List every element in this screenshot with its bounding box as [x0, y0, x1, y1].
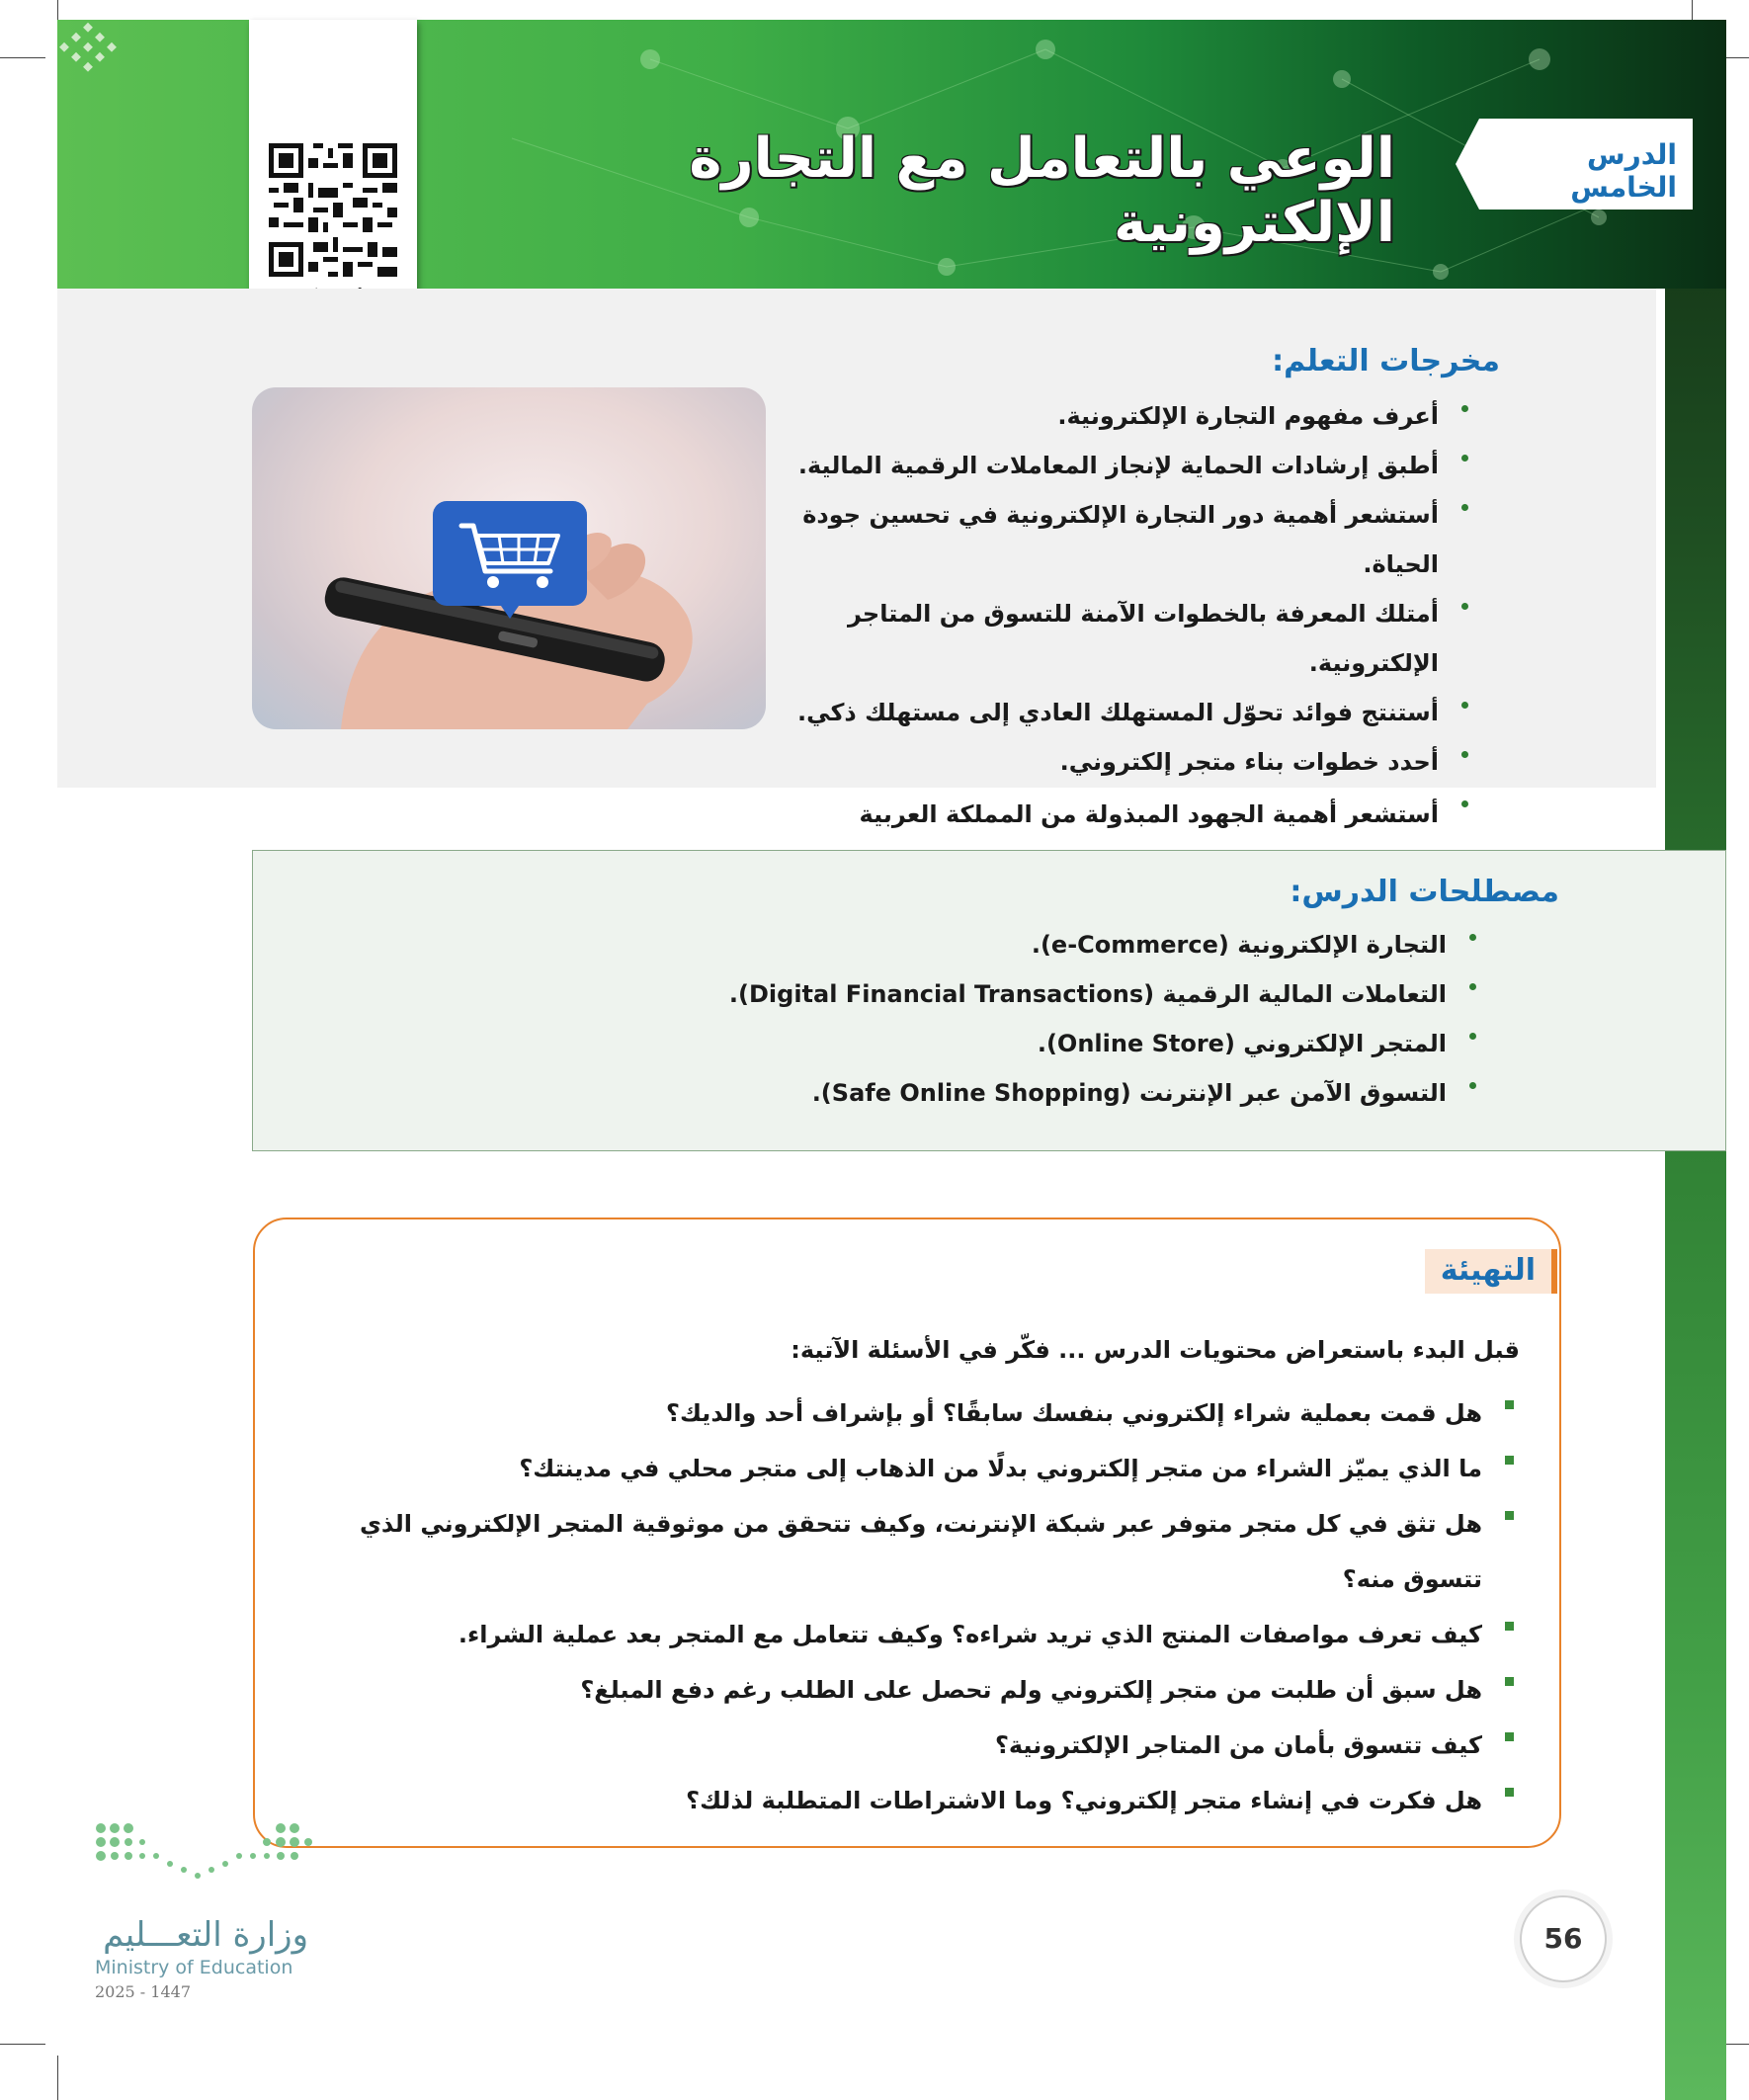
bullet-icon: [1461, 751, 1468, 758]
bullet-icon: [1461, 800, 1468, 807]
terms-heading: مصطلحات الدرس:: [1290, 875, 1559, 909]
shopping-phone-photo: [252, 387, 766, 729]
list-item: أستشعر أهمية دور التجارة الإلكترونية في تحسين جودة الحياة.: [765, 490, 1476, 589]
qr-code-icon[interactable]: [269, 143, 397, 277]
list-item: أستنتج فوائد تحوّل المستهلك العادي إلى مستهلك ذكي.: [765, 688, 1476, 737]
square-bullet-icon: [1505, 1456, 1514, 1465]
warmup-box: [253, 1218, 1561, 1848]
warmup-heading: التهيئة: [1425, 1249, 1557, 1294]
list-item: كيف تتسوق بأمان من المتاجر الإلكترونية؟: [294, 1718, 1520, 1773]
list-item: أعرف مفهوم التجارة الإلكترونية.: [765, 391, 1476, 441]
warmup-questions: [294, 1386, 1520, 1828]
list-item: التعاملات المالية الرقمية (Digital Financial Transactions).: [496, 969, 1484, 1019]
square-bullet-icon: [1505, 1511, 1514, 1520]
edition-year: 2025 - 1447: [95, 1982, 192, 2001]
bullet-icon: [1469, 1033, 1476, 1040]
ministry-logo: [91, 1818, 338, 2016]
bullet-icon: [1461, 405, 1468, 412]
square-bullet-icon: [1505, 1622, 1514, 1631]
list-item: هل فكرت في إنشاء متجر إلكتروني؟ وما الاشتراطات المتطلبة لذلك؟: [294, 1773, 1520, 1828]
page-title: الوعي بالتعامل مع التجارة الإلكترونية: [689, 126, 1395, 255]
list-item: هل قمت بعملية شراء إلكتروني بنفسك سابقًا؟ أو بإشراف أحد والديك؟: [294, 1386, 1520, 1441]
square-bullet-icon: [1505, 1677, 1514, 1686]
list-item: أحدد خطوات بناء متجر إلكتروني.: [765, 737, 1476, 787]
bullet-icon: [1469, 1082, 1476, 1089]
list-item: هل تثق في كل متجر متوفر عبر شبكة الإنترنت، وكيف تتحقق من موثوقية المتجر الإلكتروني الذي تتسوق منه؟: [294, 1496, 1520, 1607]
list-item: التسوق الآمن عبر الإنترنت (Safe Online Shopping).: [496, 1068, 1484, 1118]
list-item: كيف تعرف مواصفات المنتج الذي تريد شراءه؟ وكيف تتعامل مع المتجر بعد عملية الشراء.: [294, 1607, 1520, 1662]
list-item: هل سبق أن طلبت من متجر إلكتروني ولم تحصل على الطلب رغم دفع المبلغ؟: [294, 1662, 1520, 1718]
outcomes-list: [765, 391, 1476, 897]
shopping-cart-icon: [433, 501, 587, 619]
list-item: أمتلك المعرفة بالخطوات الآمنة للتسوق من المتاجر الإلكترونية.: [765, 589, 1476, 688]
diamond-pattern-icon: [57, 20, 126, 75]
bullet-icon: [1461, 603, 1468, 610]
outcomes-heading: مخرجات التعلم:: [1272, 344, 1500, 378]
list-item: المتجر الإلكتروني (Online Store).: [496, 1019, 1484, 1068]
qr-card: [249, 20, 417, 318]
lesson-label: الدرس الخامس: [1570, 138, 1677, 204]
crop-mark: [57, 2056, 58, 2100]
crop-mark: [0, 2044, 45, 2045]
lesson-terms-panel: [252, 850, 1726, 1151]
list-item: ما الذي يميّز الشراء من متجر إلكتروني بدلًا من الذهاب إلى متجر محلي في مدينتك؟: [294, 1441, 1520, 1496]
warmup-intro: قبل البدء باستعراض محتويات الدرس ... فكّر في الأسئلة الآتية:: [791, 1336, 1520, 1364]
crop-mark: [0, 57, 45, 58]
bullet-icon: [1461, 455, 1468, 462]
ministry-dots-icon: [91, 1818, 318, 1897]
square-bullet-icon: [1505, 1788, 1514, 1797]
bullet-icon: [1469, 934, 1476, 941]
terms-list: [496, 920, 1484, 1118]
square-bullet-icon: [1505, 1732, 1514, 1741]
list-item: أستشعر أهمية الجهود المبذولة من المملكة العربية: [765, 787, 1476, 897]
ministry-name-ar: وزارة التعـــليم: [103, 1915, 308, 1955]
ministry-name-en: Ministry of Education: [95, 1957, 293, 1978]
list-item: التجارة الإلكترونية (e-Commerce).: [496, 920, 1484, 969]
list-item: أطبق إرشادات الحماية لإنجاز المعاملات الرقمية المالية.: [765, 441, 1476, 490]
bullet-icon: [1469, 983, 1476, 990]
page-number: 56: [1520, 1895, 1607, 1982]
bullet-icon: [1461, 504, 1468, 511]
square-bullet-icon: [1505, 1400, 1514, 1409]
bullet-icon: [1461, 702, 1468, 709]
hand-holding-phone-image: [252, 387, 766, 729]
